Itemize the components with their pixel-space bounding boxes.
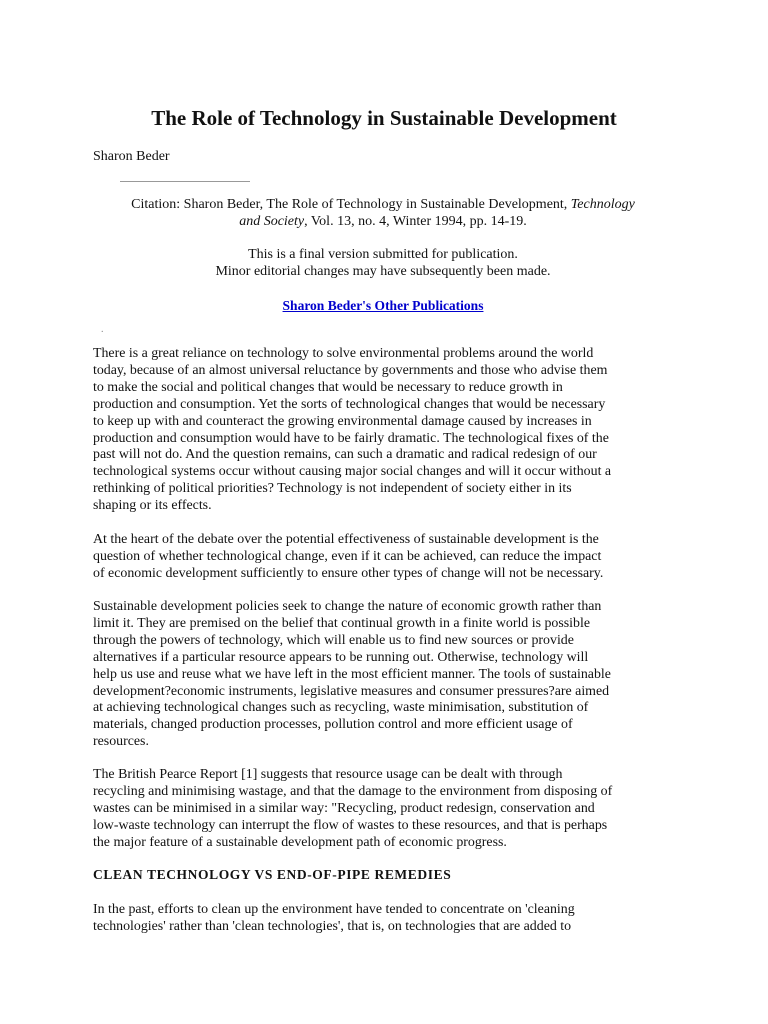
citation-prefix: Citation: Sharon Beder, The Role of Technology in Sustainable Development, (131, 197, 571, 212)
divider-rule (120, 181, 250, 182)
paragraph-line: production and consumption. Yet the sorts of technological changes that would be necessary (93, 396, 606, 412)
publication-note (93, 246, 673, 280)
author-name: Sharon Beder (93, 149, 170, 164)
citation-suffix: , Vol. 13, no. 4, Winter 1994, pp. 14-19. (304, 214, 527, 229)
paragraph-line: limit it. They are premised on the belief that continual growth in a finite world is possible (93, 615, 590, 631)
paragraph-line: wastes can be minimised in a similar way: "Recycling, product redesign, conservation and (93, 800, 595, 816)
paragraph-line: development?economic instruments, legislative measures and consumer pressures?are aimed (93, 683, 610, 699)
paragraph-line: to keep up with and counteract the growing environmental damage caused by increases in (93, 413, 592, 429)
other-publications-link[interactable]: Sharon Beder's Other Publications (282, 298, 484, 313)
paragraph-line: production and consumption would have to be fairly dramatic. The technological fixes of the (93, 430, 609, 446)
paragraph-line: rethinking of political priorities? Technology is not independent of society either in its (93, 481, 572, 497)
paragraph-line: resources. (93, 734, 149, 750)
paragraph-line: help us use and reuse what we have left in the most efficient manner. The tools of sustainable (93, 666, 611, 682)
paragraph-line: At the heart of the debate over the potential effectiveness of sustainable development is the (93, 532, 599, 547)
paragraph-line: In the past, efforts to clean up the environment have tended to concentrate on 'cleaning (93, 902, 575, 917)
paragraph-line: through the powers of technology, which will enable us to find new sources or provide (93, 632, 574, 648)
note-line-1: This is a final version submitted for publication. (248, 247, 518, 262)
paragraph-line: technological systems occur without causing major social changes and will it occur without a (93, 464, 612, 480)
paragraph-line: low-waste technology can interrupt the flow of wastes to these resources, and that is perhaps (93, 817, 608, 833)
paragraph-line: The British Pearce Report [1] suggests that resource usage can be dealt with through (93, 767, 563, 782)
paragraph-line: question of whether technological change, even if it can be achieved, can reduce the impact (93, 548, 602, 564)
citation-journal-part-2: and Society (239, 214, 305, 229)
paragraph-line: Sustainable development policies seek to change the nature of economic growth rather than (93, 599, 602, 614)
paragraph-line: shaping or its effects. (93, 498, 212, 514)
paragraph-1 (93, 346, 683, 515)
paragraph-line: at achieving technological changes such as recycling, waste minimisation, substitution of (93, 700, 589, 716)
paragraph-line: past will not do. And the question remains, can such a dramatic and radical redesign of our (93, 447, 597, 463)
paragraph-line: materials, changed production processes, pollution control and more efficient usage of (93, 717, 573, 733)
paragraph-5 (93, 902, 683, 936)
paragraph-line: of economic development sufficiently to ensure other types of change will not be necessary. (93, 565, 604, 581)
paragraph-line: recycling and minimising wastage, and that the damage to the environment from disposing of (93, 783, 613, 799)
paragraph-2 (93, 532, 683, 583)
separator-dot: . (101, 324, 104, 335)
paragraph-line: alternatives if a particular resource appears to be running out. Otherwise, technology will (93, 649, 589, 665)
paragraph-line: the major feature of a sustainable development path of economic progress. (93, 834, 507, 850)
document-title: The Role of Technology in Sustainable Development (151, 106, 617, 130)
paragraph-line: to make the social and political changes that would be necessary to reduce growth in (93, 379, 563, 395)
section-heading: CLEAN TECHNOLOGY VS END-OF-PIPE REMEDIES (93, 867, 452, 882)
paragraph-3 (93, 599, 683, 751)
paragraph-line: There is a great reliance on technology to solve environmental problems around the world (93, 346, 594, 361)
paragraph-line: today, because of an almost universal reluctance by governments and those who advise them (93, 362, 608, 378)
note-line-2: Minor editorial changes may have subsequently been made. (215, 264, 551, 279)
citation-journal-part-1: Technology (570, 197, 635, 212)
paragraph-line: technologies' rather than 'clean technologies', that is, on technologies that are added to (93, 918, 572, 934)
citation (93, 196, 673, 230)
paragraph-4 (93, 767, 683, 852)
